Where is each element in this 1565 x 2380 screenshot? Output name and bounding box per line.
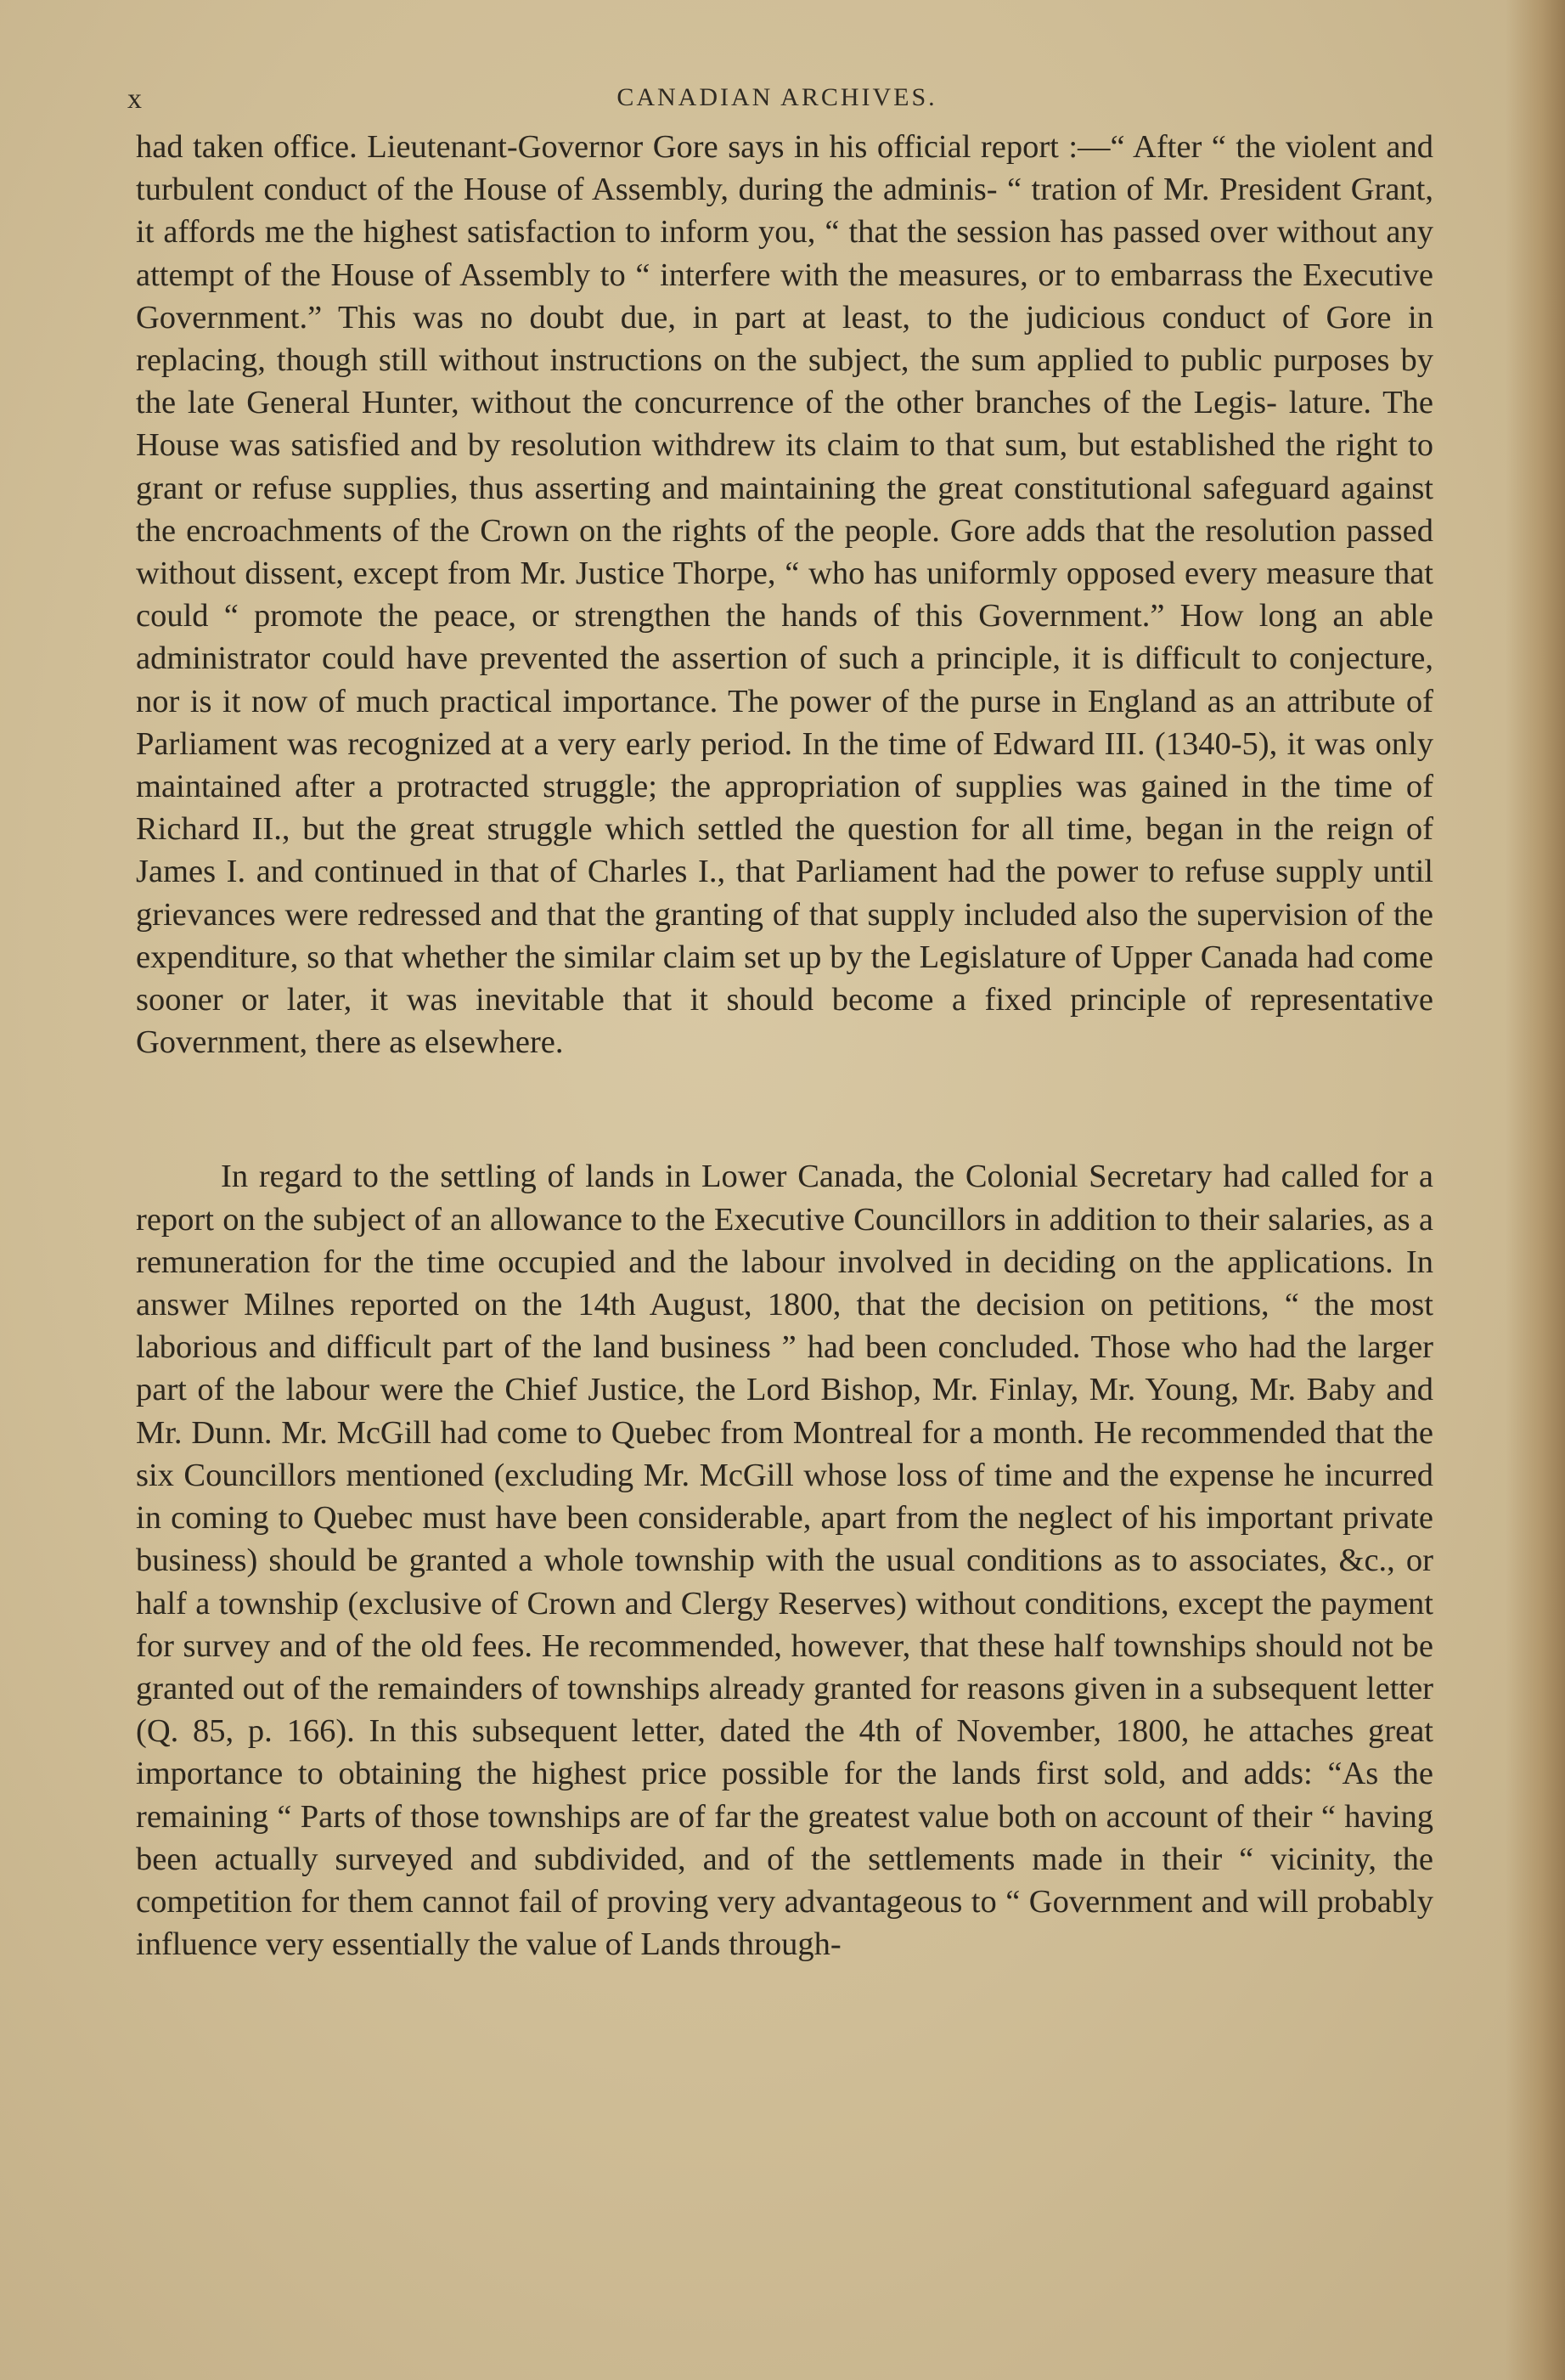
running-head: CANADIAN ARCHIVES. — [616, 83, 937, 111]
page-edge-shadow — [1506, 0, 1565, 2380]
body-text — [136, 126, 1433, 1965]
page-number: x — [127, 83, 143, 115]
paragraph-2: In regard to the settling of lands in Lower Canada, the Colonial Secretary had called for a report on the subject of an allowance to the Executive Councillors in addition to their salaries, as a remuneration for the time occupied and the labour involved in deciding on the applications. In answer Milnes reported on the 14th August, 1800, that the decision on petitions, “ the most laborious and difficult part of the land business ” had been concluded. Those who had the larger part of the labour were the Chief Justice, the Lord Bishop, Mr. Finlay, Mr. Young, Mr. Baby and Mr. Dunn. Mr. McGill had come to Quebec from Montreal for a month. He recommended that the six Councillors mentioned (excluding Mr. McGill whose loss of time and the expense he incurred in coming to Quebec must have been considerable, apart from the neglect of his important private business) should be granted a whole township with the usual conditions as to associates, &c., or half a township (exclusive of Crown and Clergy Reserves) without conditions, except the payment for survey and of the old fees. He recommended, however, that these half townships should not be granted out of the remainders of townships already granted for reasons given in a subsequent letter (Q. 85, p. 166). In this subsequent letter, dated the 4th of November, 1800, he attaches great importance to obtaining the highest price possible for the lands first sold, and adds: “As the remaining “ Parts of those townships are of far the greatest value both on account of their “ having been actually surveyed and subdivided, and of the settlements made in their “ vicinity, the competition for them cannot fail of proving very advantageous to “ Government and will probably influence very essentially the value of Lands through- — [136, 1159, 1433, 1963]
paragraph-1: had taken office. Lieutenant-Governor Gore says in his official report :—“ After “ the violent and turbulent conduct of the House of Assembly, during the adminis- “ tration of Mr. President Grant, it affords me the highest satisfaction to inform you, “ that the session has passed over without any attempt of the House of Assembly to “ interfere with the measures, or to embarrass the Executive Government.” This was no doubt due, in part at least, to the judicious conduct of Gore in replacing, though still without instructions on the subject, the sum applied to public purposes by the late General Hunter, without the concurrence of the other branches of the Legis- lature. The House was satisfied and by resolution withdrew its claim to that sum, but established the right to grant or refuse supplies, thus asserting and maintaining the great constitutional safeguard against the encroachments of the Crown on the rights of the people. Gore adds that the resolution passed without dissent, except from Mr. Justice Thorpe, “ who has uniformly opposed every measure that could “ promote the peace, or strengthen the hands of this Government.” How long an able administrator could have prevented the assertion of such a principle, it is difficult to conjecture, nor is it now of much practical importance. The power of the purse in England as an attribute of Parliament was recognized at a very early period. In the time of Edward III. (1340-5), it was only maintained after a protracted struggle; the appropriation of supplies was gained in the time of Richard II., but the great struggle which settled the question for all time, began in the reign of James I. and continued in that of Charles I., that Parliament had the power to refuse supply until grievances were redressed and that the granting of that supply included also the supervision of the expenditure, so that whether the similar claim set up by the Legislature of Upper Canada had come sooner or later, it was inevitable that it should become a fixed principle of representative Government, there as elsewhere. — [136, 129, 1433, 1061]
page-header — [127, 76, 1427, 119]
